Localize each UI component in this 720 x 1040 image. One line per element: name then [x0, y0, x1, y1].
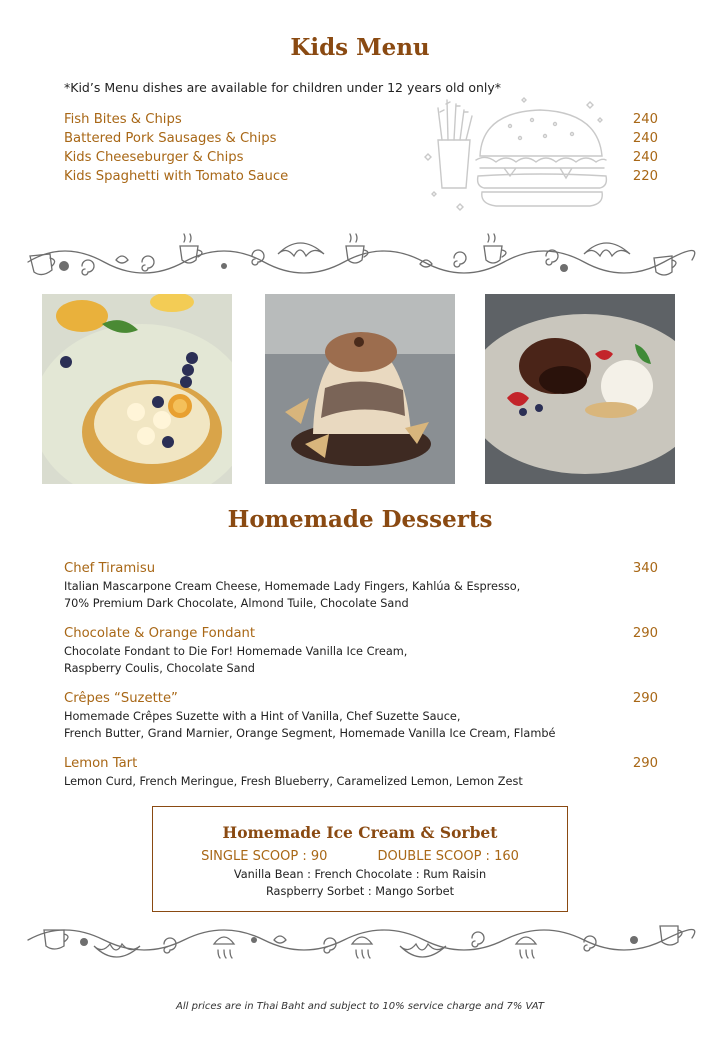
description-line: Italian Mascarpone Cream Cheese, Homemade Lady Fingers, Kahlúa & Espresso, [64, 580, 521, 593]
description-line: 70% Premium Dark Chocolate, Almond Tuile, Chocolate Sand [64, 597, 409, 610]
menu-item-price: 240 [632, 112, 658, 127]
dessert-price: 290 [632, 756, 658, 771]
description-line: Lemon Curd, French Meringue, Fresh Blueberry, Caramelized Lemon, Lemon Zest [64, 775, 523, 788]
kids-menu-title: Kids Menu [290, 34, 430, 61]
dessert-item [64, 561, 658, 612]
menu-item-name: Battered Pork Sausages & Chips [64, 131, 277, 146]
description-line: Raspberry Coulis, Chocolate Sand [64, 662, 255, 675]
tiramisu-photo [265, 294, 455, 484]
dessert-item [64, 691, 658, 742]
dessert-price: 290 [632, 691, 658, 706]
menu-item-price: 240 [632, 131, 658, 146]
dessert-description [64, 643, 658, 677]
description-line: Homemade Crêpes Suzette with a Hint of Vanilla, Chef Suzette Sauce, [64, 710, 461, 723]
flavors-line: Raspberry Sorbet : Mango Sorbet [265, 885, 455, 898]
desserts-title: Homemade Desserts [227, 506, 493, 533]
dessert-name: Lemon Tart [64, 756, 138, 771]
scoop-prices [153, 849, 567, 864]
dessert-name: Crêpes “Suzette” [64, 691, 178, 706]
double-scoop-price: DOUBLE SCOOP : 160 [377, 849, 519, 864]
menu-item-name: Kids Spaghetti with Tomato Sauce [64, 169, 289, 184]
menu-item-name: Kids Cheeseburger & Chips [64, 150, 244, 165]
chocolate-fondant-photo [485, 294, 675, 484]
flavors-line: Vanilla Bean : French Chocolate : Rum Raisin [233, 868, 487, 881]
dessert-price: 340 [632, 561, 658, 576]
burger-fries-sketch-icon [420, 94, 610, 218]
dessert-item [64, 626, 658, 677]
ice-cream-box [152, 806, 568, 912]
dessert-item [64, 756, 658, 790]
dessert-description [64, 708, 658, 742]
kids-menu-note: *Kid’s Menu dishes are available for children under 12 years old only* [64, 80, 502, 95]
dessert-name: Chocolate & Orange Fondant [64, 626, 256, 641]
description-line: French Butter, Grand Marnier, Orange Segment, Homemade Vanilla Ice Cream, Flambé [64, 727, 556, 740]
coffee-cup-croissant-swirl-border [24, 910, 696, 974]
menu-item-price: 240 [632, 150, 658, 165]
coffee-cup-croissant-swirl-border [24, 226, 696, 290]
dessert-description [64, 773, 658, 790]
ice-cream-title: Homemade Ice Cream & Sorbet [222, 823, 498, 842]
menu-item-price: 220 [632, 169, 658, 184]
dessert-price: 290 [632, 626, 658, 641]
menu-item-name: Fish Bites & Chips [64, 112, 182, 127]
description-line: Chocolate Fondant to Die For! Homemade Vanilla Ice Cream, [64, 645, 408, 658]
lemon-tart-photo [42, 294, 232, 484]
single-scoop-price: SINGLE SCOOP : 90 [201, 849, 328, 864]
footer-note: All prices are in Thai Baht and subject to 10% service charge and 7% VAT [176, 1001, 544, 1012]
dessert-description [64, 578, 658, 612]
dessert-name: Chef Tiramisu [64, 561, 156, 576]
